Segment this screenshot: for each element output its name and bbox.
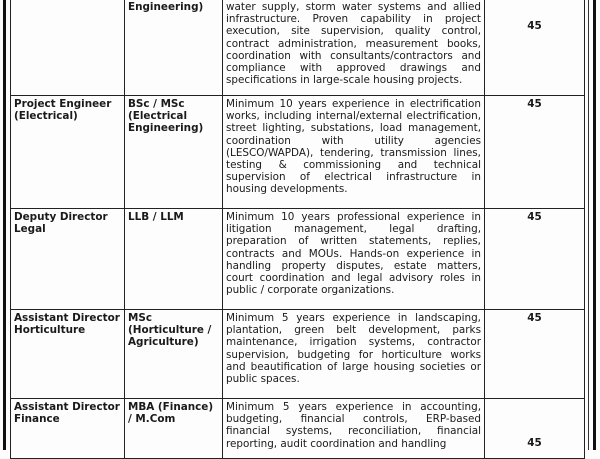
post-title: Deputy Director Legal xyxy=(11,209,125,310)
job-vacancies-table xyxy=(10,0,585,459)
post-title: Assistant Director Finance xyxy=(11,399,125,459)
page-border-left xyxy=(3,0,6,450)
page-border-right-outer xyxy=(593,0,596,450)
page-border-right-inner xyxy=(588,0,589,450)
max-age: 45 xyxy=(485,0,585,96)
qualification: MSc (Horticulture / Agriculture) xyxy=(125,310,223,399)
qualification: Engineering) xyxy=(125,0,223,96)
table-row xyxy=(11,209,585,310)
qualification: LLB / LLM xyxy=(125,209,223,310)
max-age: 45 xyxy=(485,310,585,399)
post-title xyxy=(11,0,125,96)
experience: water supply, storm water systems and allied infrastructure. Proven capability in project execution, site supervision, quality control, contract administration, measurement books, coordination with consultants/contractors and compliance with approved drawings and specifications in large-scale housing projects. xyxy=(223,0,485,96)
table-row xyxy=(11,96,585,209)
experience: Minimum 5 years experience in accounting, budgeting, financial controls, ERP-based financial systems, reconciliation, financial reporting, audit coordination and handling xyxy=(223,399,485,459)
table-row xyxy=(11,310,585,399)
max-age: 45 xyxy=(485,399,585,459)
max-age: 45 xyxy=(485,209,585,310)
experience: Minimum 10 years experience in electrification works, including internal/external electrification, street lighting, substations, load management, coordination with utility agencies (LESCO/WAPDA), tendering, transmission lines, testing & commissioning and technical supervision of electrical infrastructure in housing developments. xyxy=(223,96,485,209)
qualification: BSc / MSc (Electrical Engineering) xyxy=(125,96,223,209)
post-title: Project Engineer (Electrical) xyxy=(11,96,125,209)
qualification: MBA (Finance) / M.Com xyxy=(125,399,223,459)
experience: Minimum 5 years experience in landscaping, plantation, green belt development, parks maintenance, irrigation systems, contractor supervision, budgeting for horticulture works and beautification of large housing societies or public spaces. xyxy=(223,310,485,399)
post-title: Assistant Director Horticulture xyxy=(11,310,125,399)
table-row xyxy=(11,0,585,96)
experience: Minimum 10 years professional experience in litigation management, legal drafting, preparation of written statements, replies, contracts and MOUs. Hands-on experience in handling property disputes, estate matters, court coordination and legal advisory roles in public / corporate organizations. xyxy=(223,209,485,310)
max-age: 45 xyxy=(485,96,585,209)
